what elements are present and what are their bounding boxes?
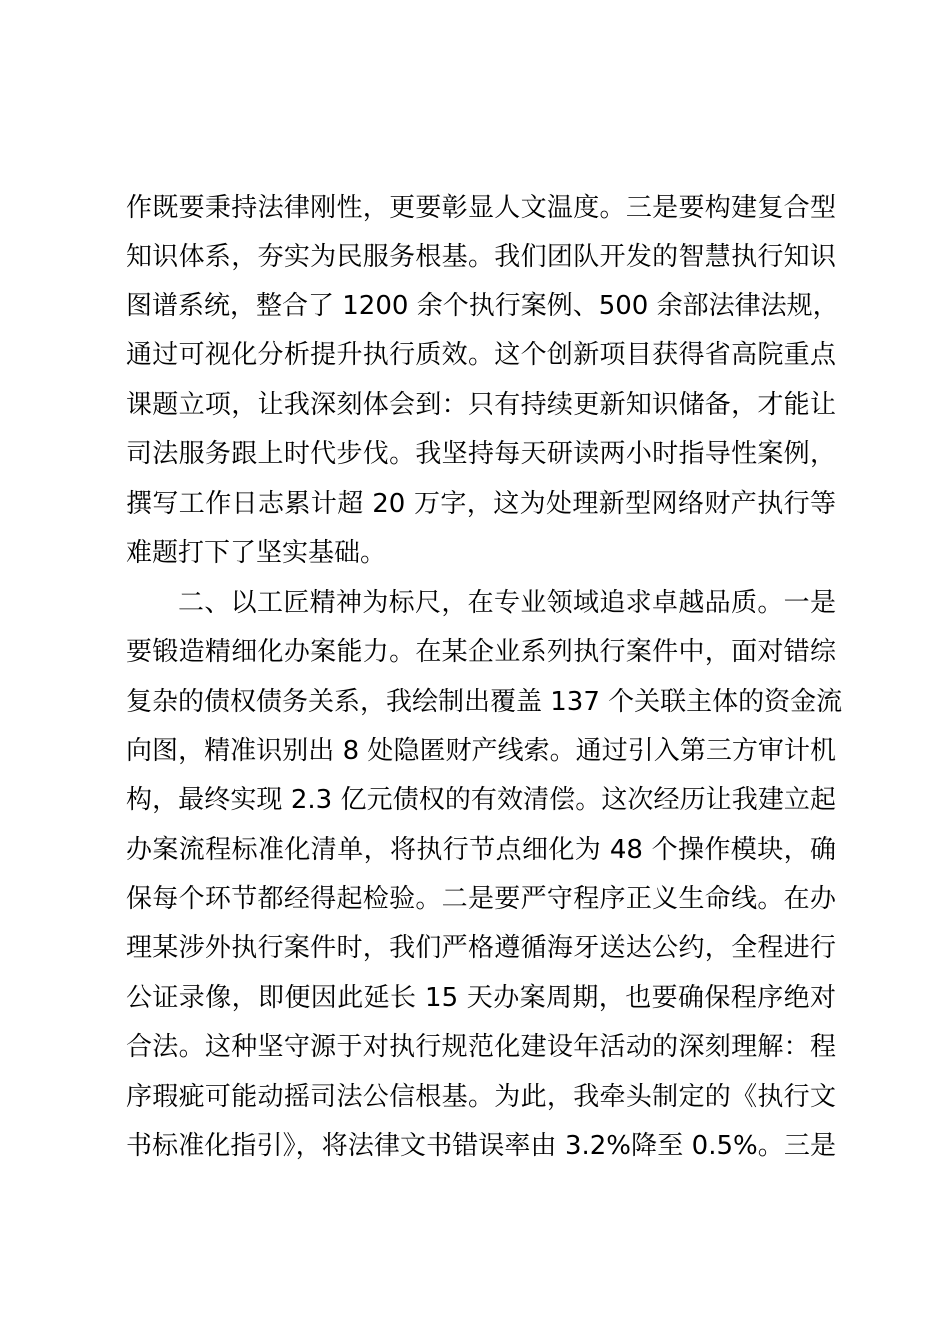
text-line-8: 难题打下了坚实基础。 [126,538,387,568]
text-line-18: 合法。这种坚守源于对执行规范化建设年活动的深刻理解：程 [126,1032,836,1062]
text-line-1: 作既要秉持法律刚性，更要彰显人文温度。三是要构建复合型 [126,193,836,223]
text-line-3: 图谱系统，整合了 1200 余个执行案例、500 余部法律法规， [126,291,839,321]
text-line-17: 公证录像，即便因此延长 15 天办案周期，也要确保程序绝对 [126,983,836,1013]
text-line-12: 向图，精准识别出 8 处隐匿财产线索。通过引入第三方审计机 [126,736,836,766]
text-line-7: 撰写工作日志累计超 20 万字，这为处理新型网络财产执行等 [126,489,836,519]
text-line-20: 书标准化指引》，将法律文书错误率由 3.2%降至 0.5%。三是 [126,1131,836,1161]
text-line-13: 构，最终实现 2.3 亿元债权的有效清偿。这次经历让我建立起 [126,785,836,815]
text-line-15: 保每个环节都经得起检验。二是要严守程序正义生命线。在办 [126,884,836,914]
text-line-5: 课题立项，让我深刻体会到：只有持续更新知识储备，才能让 [126,390,836,420]
text-line-2: 知识体系，夯实为民服务根基。我们团队开发的智慧执行知识 [126,242,836,272]
paragraph-heading-line: 二、以工匠精神为标尺，在专业领域追求卓越品质。一是 [178,588,836,618]
text-line-19: 序瑕疵可能动摇司法公信根基。为此，我牵头制定的《执行文 [126,1082,836,1112]
text-line-14: 办案流程标准化清单，将执行节点细化为 48 个操作模块，确 [126,835,836,865]
text-line-16: 理某涉外执行案件时，我们严格遵循海牙送达公约，全程进行 [126,933,836,963]
text-line-11: 复杂的债权债务关系，我绘制出覆盖 137 个关联主体的资金流 [126,687,843,717]
text-line-4: 通过可视化分析提升执行质效。这个创新项目获得省高院重点 [126,340,836,370]
text-line-6: 司法服务跟上时代步伐。我坚持每天研读两小时指导性案例， [126,439,836,469]
text-line-10: 要锻造精细化办案能力。在某企业系列执行案件中，面对错综 [126,637,836,667]
